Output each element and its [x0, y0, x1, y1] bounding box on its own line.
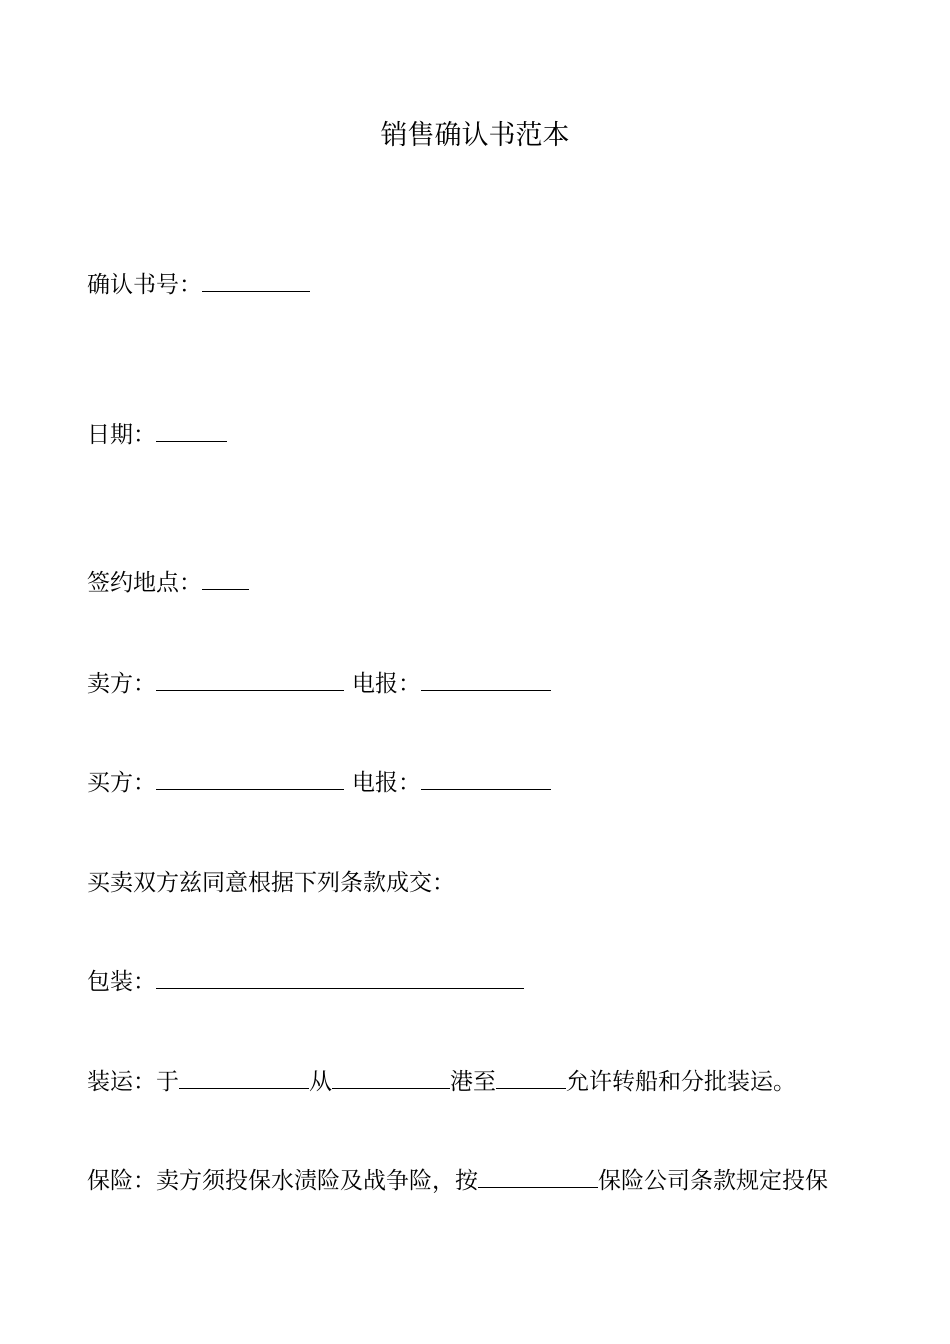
- insurance-company-blank: [478, 1167, 598, 1188]
- seller-line: [87, 667, 551, 701]
- buyer-line: [87, 766, 551, 800]
- seller-telegram-blank: [421, 670, 551, 691]
- packing-line: [87, 965, 524, 999]
- buyer-telegram-label: 电报：: [352, 770, 421, 796]
- shipment-port-from-blank: [332, 1068, 450, 1089]
- agreement-text: 买卖双方兹同意根据下列条款成交：: [87, 870, 455, 896]
- buyer-telegram-blank: [421, 769, 551, 790]
- shipment-text-from: 从: [309, 1069, 332, 1095]
- shipment-port-to-blank: [496, 1068, 566, 1089]
- insurance-label: 保险：: [87, 1168, 156, 1194]
- signing-place-label: 签约地点：: [87, 570, 202, 596]
- confirmation-number-label: 确认书号：: [87, 272, 202, 298]
- shipment-line: [87, 1065, 796, 1099]
- insurance-line: [87, 1164, 828, 1198]
- confirmation-number-blank: [202, 271, 310, 292]
- buyer-label: 买方：: [87, 770, 156, 796]
- shipment-label: 装运：: [87, 1069, 156, 1095]
- packing-blank: [156, 968, 524, 989]
- insurance-text-1: 卖方须投保水渍险及战争险，按: [156, 1168, 478, 1194]
- seller-label: 卖方：: [87, 671, 156, 697]
- signing-place-blank: [202, 569, 249, 590]
- insurance-text-2: 保险公司条款规定投保: [598, 1168, 828, 1194]
- shipment-text-at: 于: [156, 1069, 179, 1095]
- buyer-blank: [156, 769, 344, 790]
- shipment-text-port-to: 港至: [450, 1069, 496, 1095]
- date-line: [87, 418, 227, 452]
- seller-blank: [156, 670, 344, 691]
- packing-label: 包装：: [87, 969, 156, 995]
- date-label: 日期：: [87, 422, 156, 448]
- shipment-text-terms: 允许转船和分批装运。: [566, 1069, 796, 1095]
- confirmation-number-line: [87, 268, 310, 302]
- date-blank: [156, 421, 227, 442]
- seller-telegram-label: 电报：: [352, 671, 421, 697]
- document-title: 销售确认书范本: [380, 120, 570, 151]
- signing-place-line: [87, 566, 249, 600]
- shipment-time-blank: [179, 1068, 309, 1089]
